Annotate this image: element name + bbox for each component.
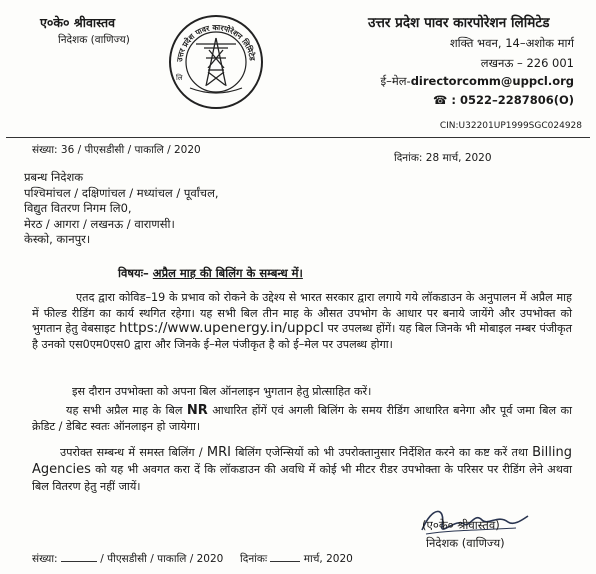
addressee-block bbox=[24, 170, 219, 248]
footer-date-label: दिनांकः bbox=[240, 553, 268, 565]
addressee-line: प्रबन्ध निदेशक bbox=[24, 170, 84, 184]
signatory-designation: निदेशक (वाणिज्य) bbox=[426, 536, 505, 550]
body-paragraph-1 bbox=[32, 290, 572, 352]
signatory-name: (ए०के० श्रीवास्तव) bbox=[422, 518, 500, 532]
paragraph-text: पर उपलब्ध होंगें। यह बिल जिनके भी मोबाइल नम्बर पंजीकृत है उनको एस0एम0एस0 द्वारा और जिनके ई–मेल पंजीकृत है को ई–मेल पर उपलब्ध होगा। bbox=[32, 322, 573, 351]
email-label: ई–मेल- bbox=[380, 74, 411, 88]
blank-line bbox=[61, 561, 97, 562]
blank-line bbox=[270, 561, 300, 562]
phone-icon: ☎ : bbox=[432, 93, 456, 107]
transmission-tower-icon bbox=[196, 38, 236, 86]
subject-label: विषयः– bbox=[118, 266, 149, 280]
billing-agencies-term: Billing Agencies bbox=[32, 445, 572, 477]
footer-ref-rest: / पीएसडीसी / पाकालि / 2020 bbox=[100, 553, 224, 565]
uppcl-logo bbox=[168, 14, 264, 110]
phone-number: 0522–2287806(O) bbox=[459, 93, 574, 107]
addressee-line: विद्युत वितरण निगम लि0, bbox=[24, 201, 132, 216]
addressee-line: मेरठ / आगरा / लखनऊ / वाराणसी। bbox=[24, 216, 175, 231]
paragraph-text: आधारित होंगें एवं अगली बिलिंग के समय रीडिंग आधारित बनेगा और पूर्व जमा बिल का क्रेडिट / डेबिट स्वतः ऑनलाइन हो जायेगा। bbox=[32, 404, 572, 433]
email-line bbox=[380, 74, 574, 89]
nr-term: NR bbox=[186, 403, 208, 418]
subject-line bbox=[118, 266, 303, 281]
paragraph-text: यह सभी अप्रैल माह के बिल bbox=[66, 404, 183, 417]
letter-date: दिनांक: 28 मार्च, 2020 bbox=[394, 152, 492, 164]
paragraph-text: बिलिंग एजेन्सियों को भी उपरोक्तानुसार निर्देशित करने का कष्ट करें तथा bbox=[235, 446, 528, 459]
footer-date-rest: मार्च, 2020 bbox=[303, 553, 353, 565]
footer-ref-label: संख्या: bbox=[32, 553, 58, 565]
paragraph-text: उपरोक्त सम्बन्ध में समस्त बिलिंग / bbox=[60, 446, 203, 459]
body-paragraph-2: इस दौरान उपभोक्ता को अपना बिल ऑनलाइन भुगतान हेतु प्रोत्साहित करें। bbox=[72, 385, 372, 398]
sender-designation: निदेशक (वाणिज्य) bbox=[58, 34, 130, 46]
svg-text:उत्तर प्रदेश पावर कारपोरेशन लि bbox=[175, 23, 257, 63]
footer-reference bbox=[32, 552, 353, 566]
logo-mark: लि bbox=[176, 74, 183, 82]
body-paragraph-3 bbox=[32, 403, 572, 434]
reference-number: संख्या: 36 / पीएसडीसी / पाकालि / 2020 bbox=[32, 144, 201, 156]
logo-ring-text: उत्तर प्रदेश पावर कारपोरेशन लिमिटेड bbox=[175, 22, 257, 63]
email-address: directorcomm@uppcl.org bbox=[410, 74, 574, 88]
website-url: https://www.upenergy.in/uppcl bbox=[119, 320, 324, 336]
subject-text: अप्रैल माह की बिलिंग के सम्बन्ध में। bbox=[152, 266, 303, 280]
address-line-1: शक्ति भवन, 14–अशोक मार्ग bbox=[449, 36, 574, 50]
header-divider bbox=[6, 137, 590, 138]
addressee-line: पश्चिमांचल / दक्षिणांचल / मध्यांचल / पूर्वांचल, bbox=[24, 185, 219, 200]
body-paragraph-4 bbox=[32, 444, 572, 495]
cin-number: CIN:U32201UP1999SGC024928 bbox=[439, 121, 582, 131]
paragraph-text: को यह भी अवगत करा दें कि लॉकडाउन की अवधि में कोई भी मीटर रीडर उपभोक्ता के परिसर पर रीडिंग लेने अथवा बिल वितरण हेतु नहीं जायें। bbox=[32, 463, 572, 493]
address-line-2: लखनऊ – 226 001 bbox=[480, 56, 574, 70]
paragraph-text: एतद द्वारा कोविड–19 के प्रभाव को रोकने के उद्देश्य से भारत सरकार द्वारा लगाये गये लॉकडाउन के अनुपालन में अप्रैल माह में फील्ड रीडिंग का कार्य स्थगित रहेगा। यह सभी बिल तीन माह के औसत उपभोग के आधार पर बनाये जायेंगे और उपभोक्त को भुगतान हेतु वेबसाइट bbox=[32, 291, 572, 335]
phone-line bbox=[433, 93, 574, 107]
org-name: उत्तर प्रदेश पावर कारपोरेशन लिमिटेड bbox=[368, 15, 550, 31]
addressee-line: केस्को, कानपुर। bbox=[24, 232, 91, 247]
sender-name: ए०के० श्रीवास्तव bbox=[40, 15, 116, 30]
mri-term: MRI bbox=[206, 445, 231, 460]
